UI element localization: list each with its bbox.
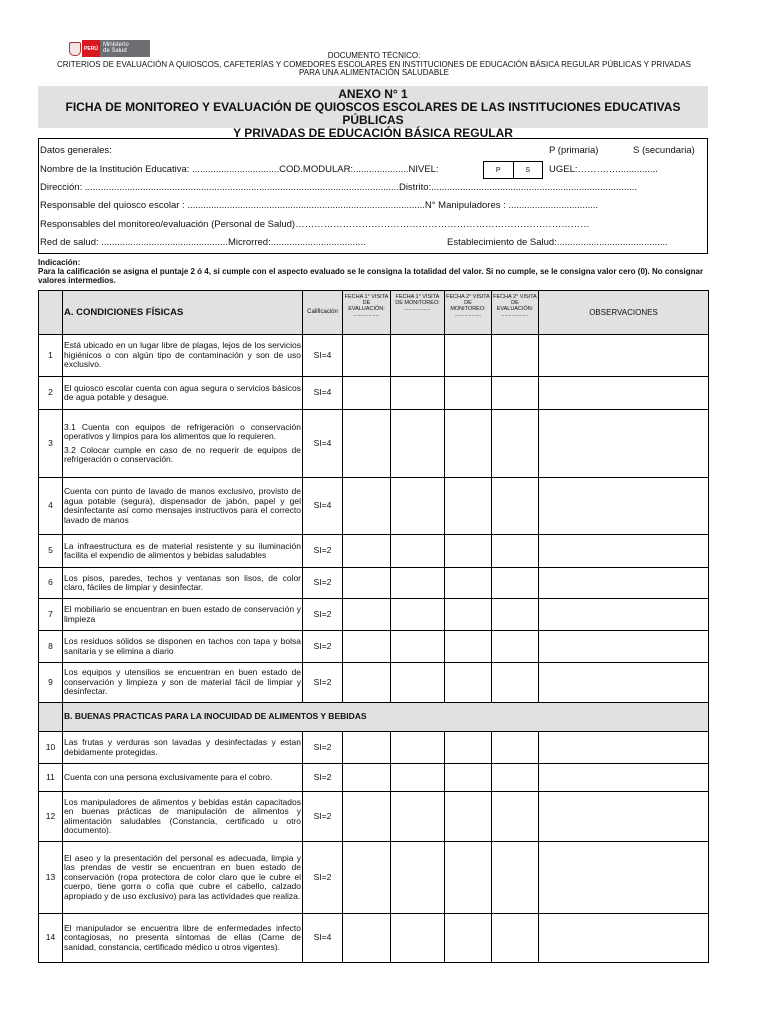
row-number: 8 <box>39 631 63 663</box>
anexo-title-line-2: Y PRIVADAS DE EDUCACIÓN BÁSICA REGULAR <box>233 126 513 140</box>
visit-4-cell[interactable] <box>492 914 539 963</box>
visit-1-cell[interactable] <box>343 478 391 535</box>
visit-1-cell[interactable] <box>343 764 391 792</box>
row-score: SI=4 <box>303 914 343 963</box>
row-number: 13 <box>39 842 63 914</box>
table-row <box>39 568 709 599</box>
visit-1-cell[interactable] <box>343 377 391 410</box>
visit-2-cell[interactable] <box>391 792 445 842</box>
row-number: 5 <box>39 535 63 568</box>
visit-4-cell[interactable] <box>492 842 539 914</box>
table-row <box>39 842 709 914</box>
visit-4-cell[interactable] <box>492 535 539 568</box>
visit-4-cell[interactable] <box>492 663 539 703</box>
visit-3-cell[interactable] <box>445 764 492 792</box>
visit-3-cell[interactable] <box>445 599 492 631</box>
nivel-primaria-box[interactable]: P <box>495 166 501 174</box>
visit-3-cell[interactable] <box>445 568 492 599</box>
anexo-title-box <box>38 86 708 140</box>
table-row <box>39 377 709 410</box>
row-number: 2 <box>39 377 63 410</box>
visit-1-cell[interactable] <box>343 410 391 478</box>
observations-cell[interactable] <box>539 732 709 764</box>
visit-4-cell[interactable] <box>492 732 539 764</box>
row-description: El aseo y la presentación del personal es adecuada, limpia y las prendas de vestir se encuentran en buen estado de conservación (ropa protectora de color claro que le cubre el cuerpo, tiene gorra o cofia que cubre el cabello, calzado apropiado y de uso exclusivo) para las actividades que realiza. <box>63 842 303 914</box>
table-row <box>39 599 709 631</box>
row-score: SI=2 <box>303 842 343 914</box>
indicacion-block <box>38 258 708 285</box>
row-description: Los pisos, paredes, techos y ventanas son lisos, de color claro, fáciles de limpiar y desinfectar. <box>63 568 303 599</box>
table-row <box>39 732 709 764</box>
visit-3-cell[interactable] <box>445 663 492 703</box>
header-fecha-2: FECHA 1° VISITA DE MONITOREO: ................... <box>391 291 445 335</box>
row-score: SI=2 <box>303 663 343 703</box>
observations-cell[interactable] <box>539 792 709 842</box>
row-description: Cuenta con una persona exclusivamente para el cobro. <box>63 764 303 792</box>
row-number: 9 <box>39 663 63 703</box>
observations-cell[interactable] <box>539 535 709 568</box>
row-number: 14 <box>39 914 63 963</box>
section-b-number-cell <box>39 703 63 732</box>
visit-4-cell[interactable] <box>492 410 539 478</box>
establecimiento-field[interactable]: Establecimiento de Salud:.......................................... <box>447 237 668 248</box>
nivel-checkboxes <box>483 161 543 179</box>
observations-cell[interactable] <box>539 764 709 792</box>
observations-cell[interactable] <box>539 631 709 663</box>
anexo-title-line-1: FICHA DE MONITOREO Y EVALUACIÓN DE QUIOSCOS ESCOLARES DE LAS INSTITUCIONES EDUCATIVAS PÚBLICAS <box>65 100 681 127</box>
visit-3-cell[interactable] <box>445 410 492 478</box>
visit-1-cell[interactable] <box>343 914 391 963</box>
row-description: El quiosco escolar cuenta con agua segura o servicios básicos de agua potable y desague. <box>63 377 303 410</box>
secundaria-legend: S (secundaria) <box>633 145 695 156</box>
header-calificacion: Calificación <box>303 291 343 335</box>
visit-1-cell[interactable] <box>343 535 391 568</box>
row-description: Las frutas y verduras son lavadas y desinfectadas y estan debidamente protegidas. <box>63 732 303 764</box>
observations-cell[interactable] <box>539 377 709 410</box>
datos-generales-label: Datos generales: <box>40 145 112 156</box>
row-score: SI=2 <box>303 732 343 764</box>
visit-3-cell[interactable] <box>445 792 492 842</box>
visit-4-cell[interactable] <box>492 377 539 410</box>
visit-2-cell[interactable] <box>391 764 445 792</box>
visit-1-cell[interactable] <box>343 335 391 377</box>
table-row <box>39 535 709 568</box>
observations-cell[interactable] <box>539 335 709 377</box>
visit-4-cell[interactable] <box>492 568 539 599</box>
visit-2-cell[interactable] <box>391 631 445 663</box>
table-row <box>39 335 709 377</box>
visit-3-cell[interactable] <box>445 335 492 377</box>
row-description: Está ubicado en un lugar libre de plagas, lejos de los servicios higiénicos o con algún tipo de contaminación y son de uso exclusivo. <box>63 335 303 377</box>
table-row <box>39 478 709 535</box>
table-row <box>39 914 709 963</box>
visit-1-cell[interactable] <box>343 631 391 663</box>
evaluation-table <box>38 290 709 963</box>
header-line-1: DOCUMENTO TÉCNICO: <box>327 51 421 60</box>
table-row <box>39 764 709 792</box>
primaria-legend: P (primaria) <box>549 145 599 156</box>
row-number: 11 <box>39 764 63 792</box>
visit-2-cell[interactable] <box>391 914 445 963</box>
visit-2-cell[interactable] <box>391 842 445 914</box>
indicacion-title: Indicación: <box>38 258 81 267</box>
visit-3-cell[interactable] <box>445 914 492 963</box>
row-number: 7 <box>39 599 63 631</box>
logo-peru-label: PERÚ <box>82 40 100 57</box>
row-score: SI=2 <box>303 631 343 663</box>
institution-name-field[interactable]: Nombre de la Institución Educativa: .................................COD.MODULAR:.....................NIVEL: <box>40 164 439 175</box>
visit-4-cell[interactable] <box>492 764 539 792</box>
row-description: El mobiliario se encuentran en buen estado de conservación y limpieza <box>63 599 303 631</box>
table-row <box>39 631 709 663</box>
table-row <box>39 663 709 703</box>
observations-cell[interactable] <box>539 599 709 631</box>
visit-2-cell[interactable] <box>391 732 445 764</box>
indicacion-text: Para la calificación se asigna el puntaje 2 ó 4, si cumple con el aspecto evaluado se le consigna la totalidad del valor. Si no cumple, se le consigna valor cero (0). No consignar valores intermedios. <box>38 267 704 285</box>
observations-cell[interactable] <box>539 478 709 535</box>
table-header-row <box>39 291 709 335</box>
row-description: Los manipuladores de alimentos y bebidas están capacitados en buenas prácticas de manipulación de alimentos y alimentación saludables (Constancia, certificado u otro documento). <box>63 792 303 842</box>
visit-2-cell[interactable] <box>391 335 445 377</box>
visit-4-cell[interactable] <box>492 335 539 377</box>
visit-3-cell[interactable] <box>445 478 492 535</box>
visit-4-cell[interactable] <box>492 478 539 535</box>
row-number: 6 <box>39 568 63 599</box>
observations-cell[interactable] <box>539 842 709 914</box>
logo-ministry-label: Ministerio de Salud <box>100 40 150 57</box>
row-number: 3 <box>39 410 63 478</box>
visit-3-cell[interactable] <box>445 377 492 410</box>
row-number: 10 <box>39 732 63 764</box>
red-salud-field[interactable]: Red de salud: ................................................Microrred:.................................... <box>40 237 366 248</box>
nivel-secundaria-box[interactable]: S <box>513 162 543 178</box>
visit-1-cell[interactable] <box>343 842 391 914</box>
visit-4-cell[interactable] <box>492 792 539 842</box>
header-number-cell <box>39 291 63 335</box>
responsable-field[interactable]: Responsable del quiosco escolar : ..........................................................................................N° Manipuladores : .................................. <box>40 200 599 211</box>
row-score: SI=4 <box>303 410 343 478</box>
row-description: 3.1 Cuenta con equipos de refrigeración o conservación operativos y limpios para los alimentos que lo requieren. 3.2 Colocar cumple en caso de no requerir de equipos de refrigeración o conservación. <box>63 410 303 478</box>
row-score: SI=4 <box>303 335 343 377</box>
visit-3-cell[interactable] <box>445 535 492 568</box>
observations-cell[interactable] <box>539 914 709 963</box>
visit-2-cell[interactable] <box>391 535 445 568</box>
visit-2-cell[interactable] <box>391 478 445 535</box>
ugel-field[interactable]: UGEL:……….…............... <box>549 164 658 175</box>
observations-cell[interactable] <box>539 568 709 599</box>
direccion-field[interactable]: Dirección: .......................................................................................................................Distrito:.............................................................................. <box>40 182 638 193</box>
header-observaciones: OBSERVACIONES <box>539 291 709 335</box>
visit-1-cell[interactable] <box>343 568 391 599</box>
row-number: 12 <box>39 792 63 842</box>
visit-3-cell[interactable] <box>445 631 492 663</box>
row-score: SI=2 <box>303 568 343 599</box>
row-description: Los equipos y utensilios se encuentran en buen estado de conservación y limpieza y son de material fácil de limpiar y desinfectar. <box>63 663 303 703</box>
observations-cell[interactable] <box>539 663 709 703</box>
row-score: SI=2 <box>303 535 343 568</box>
header-fecha-3: FECHA 2° VISITA DE MONITOREO: ................... <box>445 291 492 335</box>
row-score: SI=4 <box>303 377 343 410</box>
row-score: SI=2 <box>303 792 343 842</box>
monitoreo-responsables-field[interactable]: Responsables del monitoreo/evaluación (Personal de Salud)………………………………………………………………………………… <box>40 219 590 230</box>
row-description: Los residuos sólidos se disponen en tachos con tapa y bolsa sanitaria y se elimina a diario <box>63 631 303 663</box>
row-score: SI=2 <box>303 599 343 631</box>
row-number: 1 <box>39 335 63 377</box>
visit-2-cell[interactable] <box>391 663 445 703</box>
row-description: Cuenta con punto de lavado de manos exclusivo, provisto de agua potable (segura), dispensador de jabón, papel y gel desinfectante así como mensajes instructivos para el correcto lavado de manos <box>63 478 303 535</box>
visit-4-cell[interactable] <box>492 631 539 663</box>
row-score: SI=2 <box>303 764 343 792</box>
visit-2-cell[interactable] <box>391 410 445 478</box>
visit-3-cell[interactable] <box>445 732 492 764</box>
header-fecha-4: FECHA 2° VISITA DE EVALUACIÓN: ................... <box>492 291 539 335</box>
document-header <box>40 52 708 78</box>
visit-1-cell[interactable] <box>343 732 391 764</box>
anexo-number: ANEXO N° 1 <box>338 87 408 101</box>
row-number: 4 <box>39 478 63 535</box>
row-description: El manipulador se encuentra libre de enfermedades infecto contagiosas, no presenta síntomas de ellas (Carne de sanidad, constancia, certificado médico u otros vigentes). <box>63 914 303 963</box>
visit-4-cell[interactable] <box>492 599 539 631</box>
visit-1-cell[interactable] <box>343 792 391 842</box>
header-line-2: CRITERIOS DE EVALUACIÓN A QUIOSCOS, CAFETERÍAS Y COMEDORES ESCOLARES EN INSTITUCIONES DE EDUCACIÓN BÁSICA REGULAR PÚBLICAS Y PRIVADAS <box>57 59 691 69</box>
section-a-title: A. CONDICIONES FÍSICAS <box>63 291 303 335</box>
visit-2-cell[interactable] <box>391 568 445 599</box>
row-description: La infraestructura es de material resistente y su iluminación facilita el expendio de alimentos y bebidas saludables <box>63 535 303 568</box>
visit-2-cell[interactable] <box>391 377 445 410</box>
visit-3-cell[interactable] <box>445 842 492 914</box>
table-row <box>39 792 709 842</box>
header-fecha-1: FECHA 1° VISITA DE EVALUACIÓN: ................... <box>343 291 391 335</box>
section-b-row <box>39 703 709 732</box>
visit-1-cell[interactable] <box>343 663 391 703</box>
row-score: SI=4 <box>303 478 343 535</box>
header-line-3: PARA UNA ALIMENTACIÓN SALUDABLE <box>299 68 449 77</box>
general-data-box <box>38 138 708 254</box>
observations-cell[interactable] <box>539 410 709 478</box>
visit-2-cell[interactable] <box>391 599 445 631</box>
visit-1-cell[interactable] <box>343 599 391 631</box>
table-row <box>39 410 709 478</box>
section-b-title: B. BUENAS PRACTICAS PARA LA INOCUIDAD DE ALIMENTOS Y BEBIDAS <box>63 703 709 732</box>
